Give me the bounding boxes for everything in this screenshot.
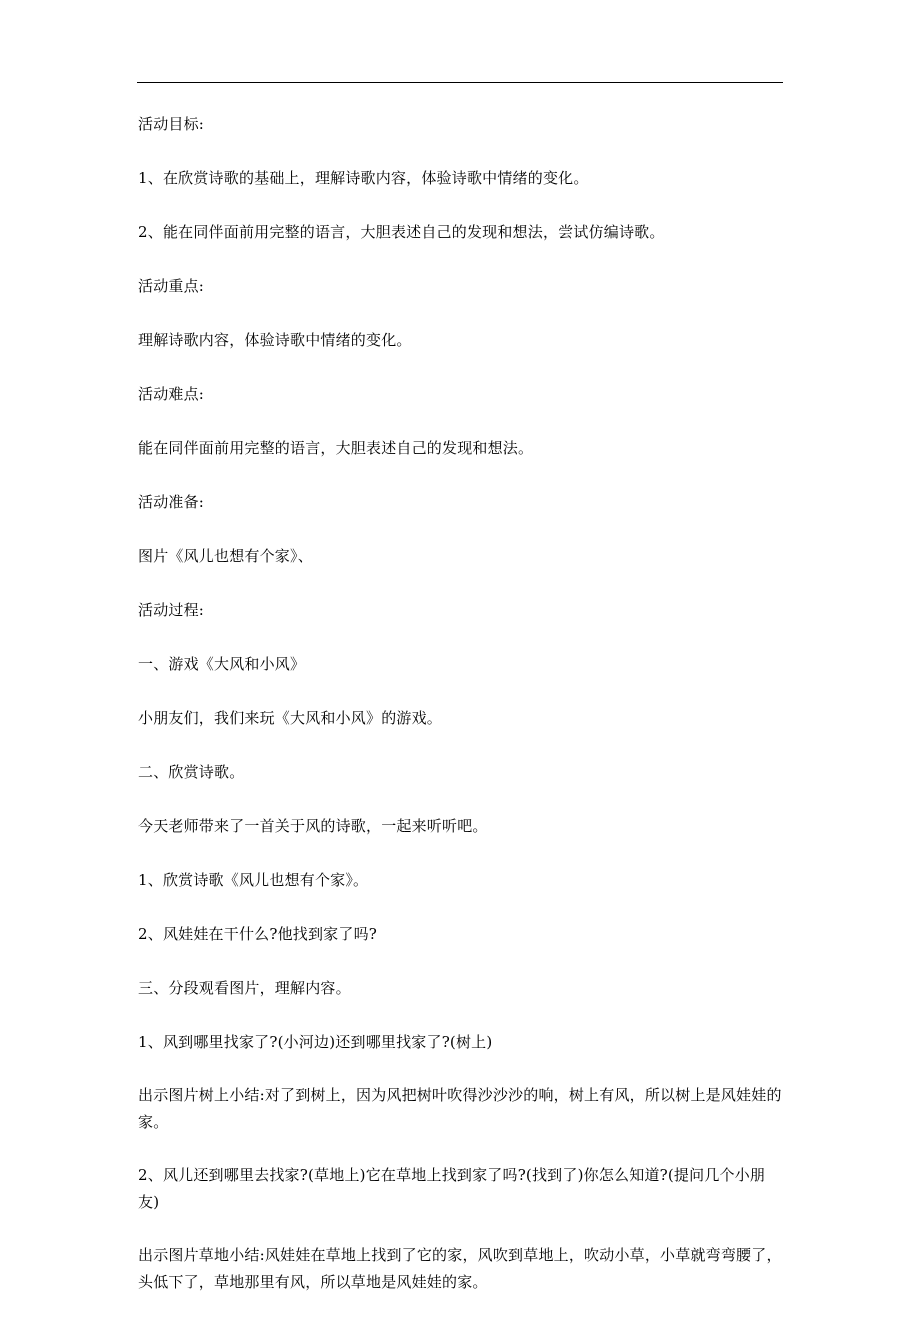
heading-difficulties: 活动难点: — [138, 385, 205, 403]
heading-activity-goals: 活动目标: — [138, 115, 205, 133]
goal-item-2: 2、能在同伴面前用完整的语言，大胆表述自己的发现和想法，尝试仿编诗歌。 — [138, 223, 665, 241]
process-step-3-summary-tree: 出示图片树上小结:对了到树上，因为风把树叶吹得沙沙沙的响，树上有风，所以树上是风娃娃的家。 — [138, 1086, 782, 1131]
process-step-1-text: 小朋友们，我们来玩《大风和小风》的游戏。 — [138, 709, 443, 727]
process-step-2-title: 二、欣赏诗歌。 — [138, 763, 245, 781]
difficulties-text: 能在同伴面前用完整的语言，大胆表述自己的发现和想法。 — [138, 439, 534, 457]
heading-preparation: 活动准备: — [138, 493, 205, 511]
goal-item-1: 1、在欣赏诗歌的基础上，理解诗歌内容，体验诗歌中情绪的变化。 — [138, 169, 589, 187]
preparation-text: 图片《风儿也想有个家》、 — [138, 547, 313, 565]
key-points-text: 理解诗歌内容，体验诗歌中情绪的变化。 — [138, 331, 412, 349]
process-step-1-title: 一、游戏《大风和小风》 — [138, 655, 306, 673]
document-body — [138, 110, 783, 1322]
process-step-3-summary-grass: 出示图片草地小结:风娃娃在草地上找到了它的家，风吹到草地上，吹动小草，小草就弯弯腰了，头低下了，草地那里有风，所以草地是风娃娃的家。 — [138, 1246, 782, 1291]
process-step-2-item-1: 1、欣赏诗歌《风儿也想有个家》。 — [138, 871, 369, 889]
header-rule — [137, 82, 783, 83]
heading-key-points: 活动重点: — [138, 277, 205, 295]
process-step-2-item-2: 2、风娃娃在干什么?他找到家了吗? — [138, 925, 378, 943]
process-step-3-title: 三、分段观看图片，理解内容。 — [138, 979, 351, 997]
process-step-3-item-2: 2、风儿还到哪里去找家?(草地上)它在草地上找到家了吗?(找到了)你怎么知道?(提问几个小朋友) — [138, 1166, 766, 1211]
heading-process: 活动过程: — [138, 601, 205, 619]
process-step-2-text: 今天老师带来了一首关于风的诗歌，一起来听听吧。 — [138, 817, 488, 835]
process-step-3-item-1: 1、风到哪里找家了?(小河边)还到哪里找家了?(树上) — [138, 1033, 493, 1051]
